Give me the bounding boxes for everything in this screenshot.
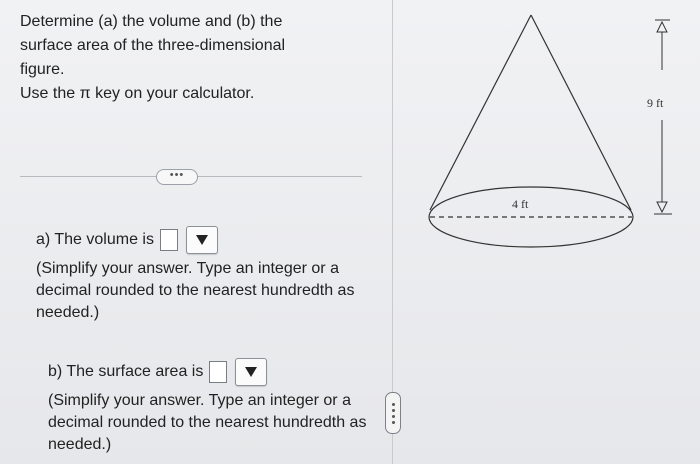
cone-side-right [531,15,631,210]
part-b-hint: (Simplify your answer. Type an integer or a decimal rounded to the nearest hundredth as needed.) [48,392,367,453]
height-label: 9 ft [647,96,664,110]
surface-area-answer-input[interactable] [209,361,227,383]
height-arrow-up-icon [657,22,667,32]
question-line-3: figure. [20,61,65,78]
part-a-label: a) The volume is [36,231,154,248]
cone-figure [410,0,700,280]
expand-more-button[interactable]: ••• [156,169,198,185]
height-arrow-down-icon [657,202,667,212]
part-a-hint: (Simplify your answer. Type an integer or a decimal rounded to the nearest hundredth as needed.) [36,260,355,321]
question-line-1: Determine (a) the volume and (b) the [20,13,283,30]
question-text [20,10,340,106]
part-b [48,358,368,456]
dropdown-arrow-icon [196,235,208,245]
cone-side-left [430,15,531,210]
dropdown-arrow-icon [245,367,257,377]
question-line-4: Use the π key on your calculator. [20,85,255,102]
part-a [36,226,356,324]
question-line-2: surface area of the three-dimensional [20,37,286,54]
panel-resize-handle[interactable] [385,392,401,434]
radius-label: 4 ft [512,197,529,211]
surface-area-unit-dropdown[interactable] [235,358,267,386]
volume-answer-input[interactable] [160,229,178,251]
volume-unit-dropdown[interactable] [186,226,218,254]
part-b-label: b) The surface area is [48,363,204,380]
